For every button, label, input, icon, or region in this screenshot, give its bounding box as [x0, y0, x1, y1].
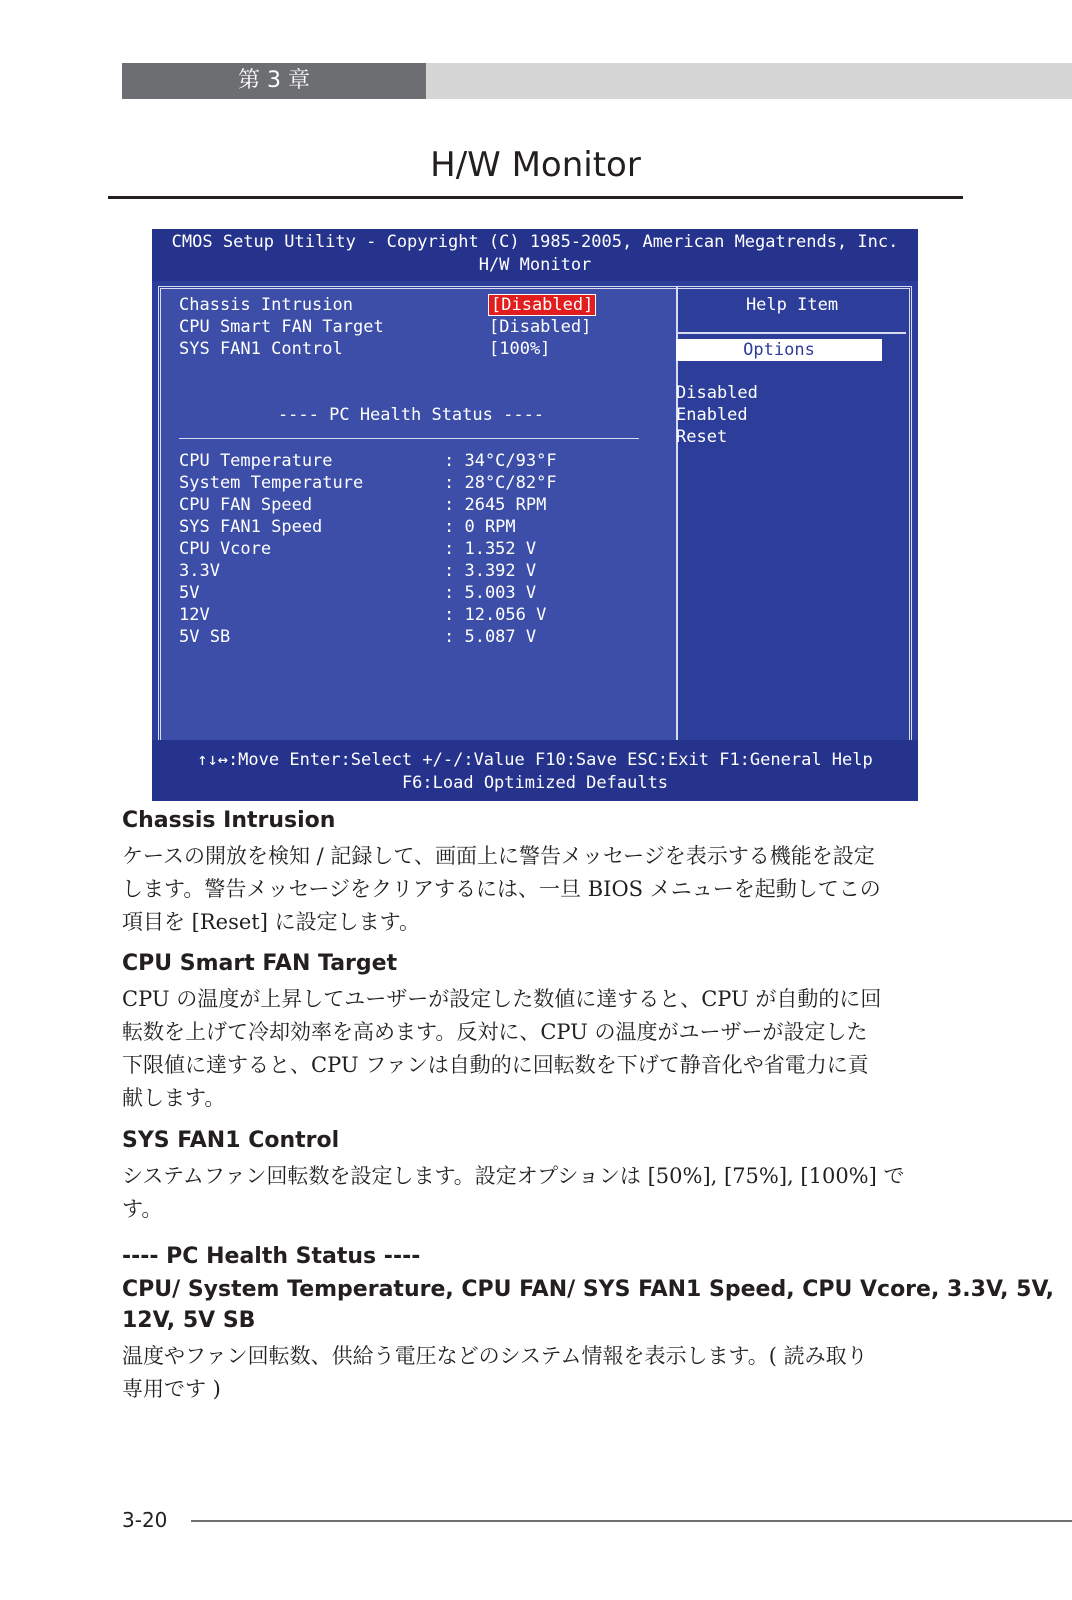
- bios-section-divider: [179, 438, 639, 439]
- section-body-sys-fan: [122, 1160, 942, 1226]
- bios-item-cpu-smart-fan[interactable]: CPU Smart FAN Target: [179, 317, 384, 337]
- chapter-band: [122, 63, 426, 99]
- section-subheading-health-2: 12V, 5V SB: [122, 1308, 256, 1333]
- body-line: 献します。: [122, 1086, 226, 1110]
- page-title: H/W Monitor: [430, 145, 641, 185]
- bios-screenshot: [152, 229, 918, 801]
- body-line: ケースの開放を検知 / 記録して、画面上に警告メッセージを表示する機能を設定: [122, 844, 875, 868]
- body-line: 専用です ): [122, 1377, 221, 1401]
- section-heading-health: ---- PC Health Status ----: [122, 1244, 421, 1269]
- body-line: 下限値に達すると、CPU ファンは自動的に回転数を下げて静音化や省電力に貢: [122, 1053, 869, 1077]
- bios-footer: [152, 740, 918, 801]
- bios-section-title: ---- PC Health Status ----: [277, 405, 545, 425]
- bios-option[interactable]: Disabled: [676, 383, 758, 403]
- bios-key-help: ↑↓↔:Move Enter:Select +/-/:Value F10:Save ESC:Exit F1:General Help: [197, 750, 873, 770]
- status-label: 3.3V: [179, 561, 220, 581]
- footer-rule: [191, 1520, 1072, 1522]
- status-value: : 5.087 V: [444, 627, 537, 647]
- body-line: します。警告メッセージをクリアするには、一旦 BIOS メニューを起動してこの: [122, 877, 881, 901]
- status-label: CPU Vcore: [179, 539, 272, 559]
- status-value: : 12.056 V: [444, 605, 547, 625]
- status-label: 12V: [179, 605, 210, 625]
- body-line: 項目を [Reset] に設定します。: [122, 910, 420, 934]
- chapter-band-light: [426, 63, 1072, 99]
- section-subheading-health: CPU/ System Temperature, CPU FAN/ SYS FAN1 Speed, CPU Vcore, 3.3V, 5V,: [122, 1277, 1055, 1302]
- status-value: : 2645 RPM: [444, 495, 547, 515]
- body-line: 温度やファン回転数、供給う電圧などのシステム情報を表示します。( 読み取り: [122, 1344, 868, 1368]
- bios-option[interactable]: Enabled: [676, 405, 748, 425]
- section-heading-sys-fan: SYS FAN1 Control: [122, 1128, 340, 1153]
- bios-item-chassis-intrusion[interactable]: Chassis Intrusion: [179, 295, 353, 315]
- bios-header: [152, 229, 918, 281]
- section-heading-chassis: Chassis Intrusion: [122, 808, 336, 833]
- status-value: : 1.352 V: [444, 539, 537, 559]
- section-body-chassis: [122, 840, 942, 939]
- body-line: システムファン回転数を設定します。設定オプションは [50%], [75%], [100%] で: [122, 1164, 905, 1188]
- bios-help-title: Help Item: [745, 295, 839, 315]
- page-number: 3-20: [122, 1508, 168, 1532]
- bios-item-sys-fan1-control[interactable]: SYS FAN1 Control: [179, 339, 343, 359]
- section-body-cpu-fan: [122, 983, 942, 1115]
- bios-value-chassis-intrusion[interactable]: [489, 295, 595, 315]
- bios-options-label: Options: [676, 339, 882, 361]
- status-label: SYS FAN1 Speed: [179, 517, 323, 537]
- status-value: : 34°C/93°F: [444, 451, 557, 471]
- status-label: CPU Temperature: [179, 451, 333, 471]
- bios-help-divider: [678, 332, 906, 334]
- bios-key-help-defaults: F6:Load Optimized Defaults: [401, 773, 669, 793]
- status-value: : 0 RPM: [444, 517, 516, 537]
- status-value: : 5.003 V: [444, 583, 537, 603]
- section-heading-cpu-fan: CPU Smart FAN Target: [122, 951, 398, 976]
- status-value: : 28°C/82°F: [444, 473, 557, 493]
- section-body-health: [122, 1340, 942, 1406]
- status-label: 5V SB: [179, 627, 231, 647]
- bios-value-sys-fan1-control[interactable]: [100%]: [489, 339, 551, 359]
- body-line: 転数を上げて冷却効率を高めます。反対に、CPU の温度がユーザーが設定した: [122, 1020, 868, 1044]
- status-label: 5V: [179, 583, 200, 603]
- title-divider: [108, 196, 963, 199]
- bios-option[interactable]: Reset: [676, 427, 728, 447]
- bios-header-copyright: CMOS Setup Utility - Copyright (C) 1985-2005, American Megatrends, Inc.: [171, 232, 899, 252]
- status-label: System Temperature: [179, 473, 364, 493]
- body-line: す。: [122, 1197, 163, 1221]
- status-value: : 3.392 V: [444, 561, 537, 581]
- chapter-label: 第 3 章: [238, 68, 310, 93]
- body-line: CPU の温度が上昇してユーザーが設定した数値に達すると、CPU が自動的に回: [122, 987, 882, 1011]
- bios-header-title: H/W Monitor: [478, 255, 592, 275]
- status-label: CPU FAN Speed: [179, 495, 313, 515]
- bios-selected-value[interactable]: [Disabled]: [491, 295, 594, 315]
- bios-value-cpu-smart-fan[interactable]: [Disabled]: [489, 317, 592, 337]
